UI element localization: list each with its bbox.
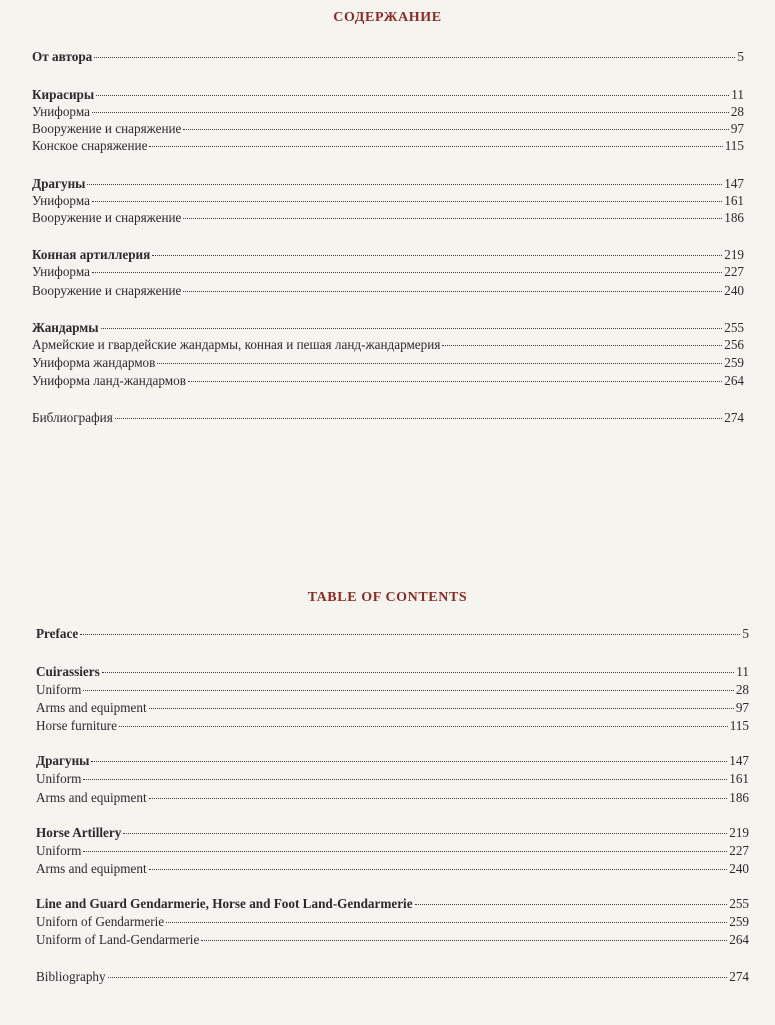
leader-dots	[119, 726, 728, 727]
toc-entry-label: Конское снаряжение	[32, 138, 148, 153]
toc-entry-page: 161	[724, 193, 744, 208]
leader-dots	[149, 869, 728, 870]
leader-dots	[92, 272, 722, 273]
toc-entry-page: 186	[724, 210, 744, 225]
leader-dots	[94, 57, 735, 58]
toc-entry-page: 147	[724, 176, 744, 191]
toc-entry[interactable]	[32, 409, 744, 427]
toc-entry-page: 5	[742, 626, 749, 641]
leader-dots	[183, 129, 728, 130]
toc-entry[interactable]	[36, 824, 749, 842]
toc-entry[interactable]	[32, 246, 744, 264]
leader-dots	[87, 184, 722, 185]
toc-entry-label: Жандармы	[32, 320, 99, 335]
toc-entry-label: Вооружение и снаряжение	[32, 283, 182, 298]
leader-dots	[92, 201, 722, 202]
leader-dots	[442, 345, 722, 346]
leader-dots	[96, 95, 729, 96]
english-toc-heading: TABLE OF CONTENTS	[307, 590, 468, 605]
leader-dots	[101, 328, 723, 329]
toc-entry-page: 219	[724, 247, 744, 262]
toc-entry-page: 256	[724, 337, 744, 352]
toc-entry[interactable]	[32, 282, 744, 300]
toc-entry-label: Драгуны	[36, 753, 90, 768]
toc-entry-label: Униформа	[32, 193, 90, 208]
toc-entry[interactable]	[32, 319, 744, 337]
toc-entry-label: Uniform	[36, 771, 82, 786]
toc-entry[interactable]	[32, 175, 744, 193]
toc-entry-label: Cuirassiers	[36, 664, 100, 679]
toc-entry-page: 115	[724, 138, 744, 153]
toc-entry[interactable]	[36, 681, 749, 699]
toc-entry-label: Униформа	[32, 264, 90, 279]
toc-entry-label: Arms and equipment	[36, 861, 147, 876]
toc-entry-label: Вооружение и снаряжение	[32, 210, 182, 225]
toc-entry-page: 264	[724, 373, 744, 388]
toc-entry-label: Библиография	[32, 410, 113, 425]
toc-entry-label: Вооружение и снаряжение	[32, 121, 182, 136]
toc-entry-page: 115	[729, 718, 749, 733]
leader-dots	[92, 112, 729, 113]
leader-dots	[183, 291, 722, 292]
toc-entry-label: Uniform	[36, 843, 82, 858]
toc-entry[interactable]	[36, 931, 749, 949]
toc-entry[interactable]	[36, 717, 749, 735]
toc-entry[interactable]	[32, 48, 744, 66]
toc-entry-label: Arms and equipment	[36, 790, 147, 805]
toc-entry-page: 147	[729, 753, 749, 768]
leader-dots	[91, 761, 727, 762]
toc-entry-label: Preface	[36, 626, 79, 641]
toc-entry-page: 274	[729, 969, 749, 984]
leader-dots	[149, 146, 722, 147]
toc-entry[interactable]	[32, 120, 744, 138]
toc-entry-label: Uniforn of Gendarmerie	[36, 914, 165, 929]
toc-entry-page: 240	[724, 283, 744, 298]
toc-entry[interactable]	[32, 103, 744, 121]
leader-dots	[157, 363, 722, 364]
leader-dots	[80, 634, 740, 635]
toc-entry-page: 28	[730, 104, 744, 119]
toc-entry-page: 219	[729, 825, 749, 840]
toc-entry[interactable]	[32, 137, 744, 155]
leader-dots	[108, 977, 728, 978]
toc-entry-label: Униформа жандармов	[32, 355, 156, 370]
toc-entry[interactable]	[36, 625, 749, 643]
leader-dots	[83, 851, 727, 852]
toc-entry[interactable]	[32, 354, 744, 372]
toc-entry-page: 5	[737, 49, 744, 64]
toc-entry-page: 255	[729, 896, 749, 911]
toc-entry-label: Bibliography	[36, 969, 106, 984]
toc-entry-label: Horse furniture	[36, 718, 117, 733]
toc-entry-page: 97	[735, 700, 749, 715]
toc-entry[interactable]	[36, 895, 749, 913]
toc-entry-label: Arms and equipment	[36, 700, 147, 715]
toc-entry-label: От автора	[32, 49, 93, 64]
russian-toc-heading: СОДЕРЖАНИЕ	[333, 10, 442, 25]
toc-entry-label: Horse Artillery	[36, 825, 122, 840]
toc-entry-page: 227	[729, 843, 749, 858]
leader-dots	[149, 708, 734, 709]
leader-dots	[415, 904, 728, 905]
toc-entry[interactable]	[36, 860, 749, 878]
leader-dots	[149, 798, 728, 799]
toc-entry-label: Униформа ланд-жандармов	[32, 373, 186, 388]
toc-entry-page: 227	[724, 264, 744, 279]
toc-entry-label: Uniform of Land-Gendarmerie	[36, 932, 200, 947]
leader-dots	[115, 418, 722, 419]
toc-entry[interactable]	[36, 842, 749, 860]
leader-dots	[123, 833, 727, 834]
toc-entry-label: Драгуны	[32, 176, 86, 191]
toc-entry-label: Uniform	[36, 682, 82, 697]
leader-dots	[152, 255, 722, 256]
toc-entry[interactable]	[32, 192, 744, 210]
toc-entry[interactable]	[32, 372, 744, 390]
leader-dots	[83, 779, 727, 780]
toc-entry-page: 274	[724, 410, 744, 425]
toc-entry[interactable]	[32, 263, 744, 281]
leader-dots	[183, 218, 722, 219]
toc-entry-page: 28	[735, 682, 749, 697]
toc-entry-page: 259	[724, 355, 744, 370]
toc-entry[interactable]	[36, 699, 749, 717]
toc-entry-page: 264	[729, 932, 749, 947]
leader-dots	[188, 381, 722, 382]
toc-entry-page: 259	[729, 914, 749, 929]
leader-dots	[201, 940, 727, 941]
toc-entry-page: 97	[730, 121, 744, 136]
toc-entry-page: 255	[724, 320, 744, 335]
leader-dots	[166, 922, 727, 923]
toc-entry[interactable]	[36, 752, 749, 770]
toc-entry-page: 240	[729, 861, 749, 876]
toc-entry-page: 11	[731, 87, 744, 102]
toc-entry[interactable]	[36, 663, 749, 681]
toc-entry-label: Кирасиры	[32, 87, 95, 102]
toc-entry[interactable]	[36, 789, 749, 807]
toc-entry-page: 161	[729, 771, 749, 786]
toc-entry[interactable]	[32, 336, 744, 354]
toc-entry[interactable]	[36, 968, 749, 986]
toc-entry[interactable]	[36, 913, 749, 931]
toc-entry-label: Армейские и гвардейские жандармы, конная и пешая ланд-жандармерия	[32, 337, 441, 352]
toc-entry-label: Line and Guard Gendarmerie, Horse and Foot Land-Gendarmerie	[36, 896, 413, 911]
leader-dots	[83, 690, 733, 691]
toc-entry[interactable]	[32, 86, 744, 104]
toc-entry-page: 11	[736, 664, 749, 679]
leader-dots	[102, 672, 735, 673]
toc-entry[interactable]	[36, 770, 749, 788]
toc-entry-label: Униформа	[32, 104, 90, 119]
toc-entry-label: Конная артиллерия	[32, 247, 151, 262]
toc-entry-page: 186	[729, 790, 749, 805]
toc-entry[interactable]	[32, 209, 744, 227]
